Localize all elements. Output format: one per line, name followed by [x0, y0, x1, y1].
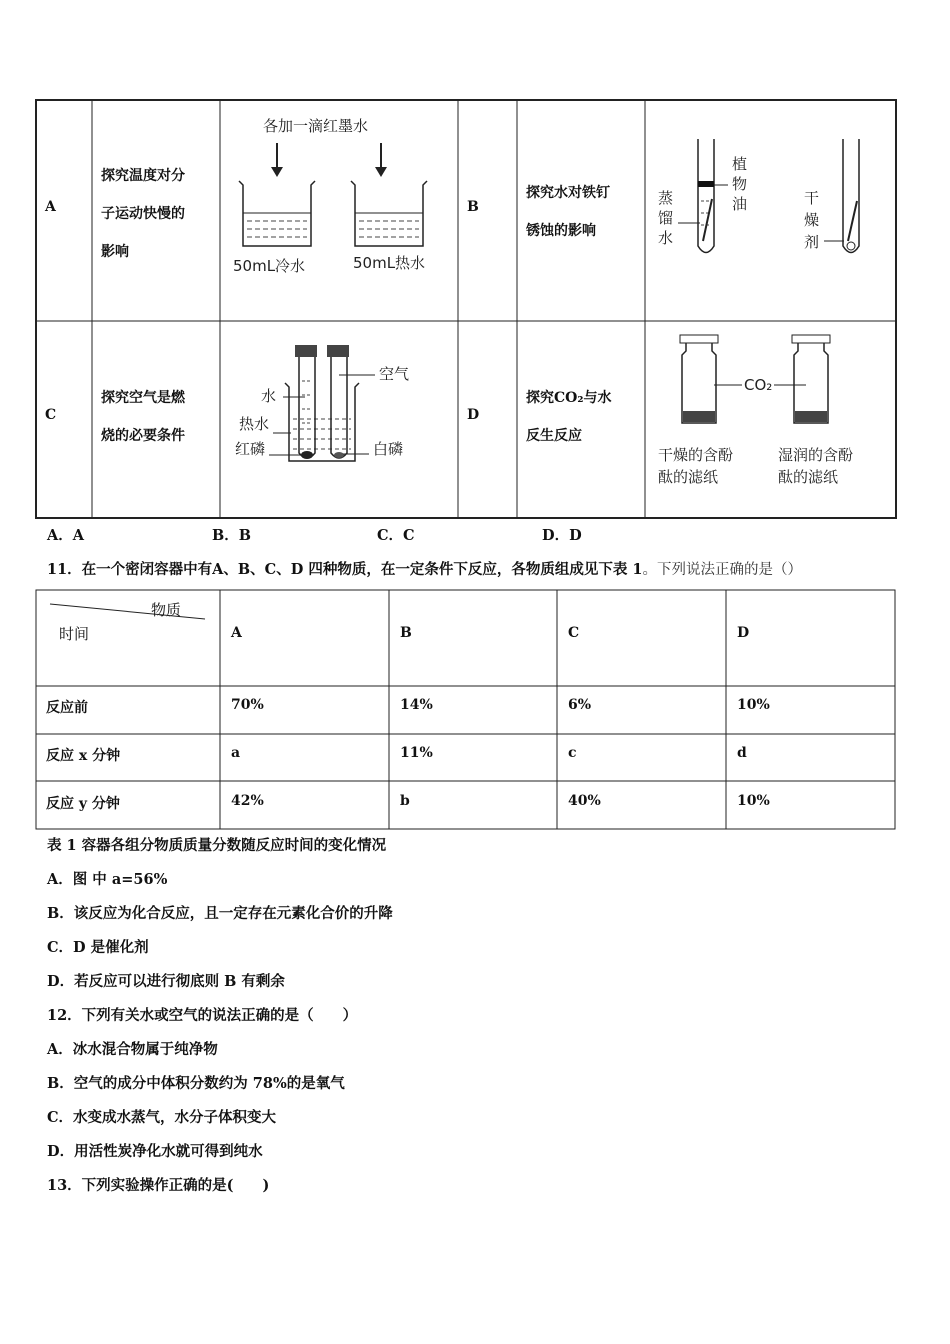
table-cell: a — [231, 745, 241, 761]
exp-b-oil-3: 油 — [732, 195, 748, 213]
table-cell: 40% — [568, 793, 601, 809]
col-header-a: A — [231, 625, 242, 641]
q11-table-caption: 表 1 容器各组分物质质量分数随反应时间的变化情况 — [47, 837, 387, 854]
test-tube-water — [698, 139, 714, 253]
exp-d-letter: D — [467, 407, 480, 423]
table-cell: 6% — [568, 697, 592, 713]
exp-c-figure — [221, 323, 457, 517]
exp-c-desc-line: 探究空气是燃 — [101, 390, 185, 406]
q11-option-a: A．图 中 a=56% — [47, 871, 168, 888]
exp-b-water-2: 馏 — [658, 209, 674, 227]
exp-d-left-line-2: 酞的滤纸 — [658, 468, 719, 486]
test-tube-air — [327, 345, 349, 458]
exp-a-letter: A — [45, 199, 56, 215]
exp-d-right-line-2: 酞的滤纸 — [778, 468, 839, 486]
exp-c-white-p-label: 白磷 — [373, 440, 404, 458]
table-cell: 14% — [400, 697, 433, 713]
exp-d-description — [526, 379, 641, 455]
exp-b-desc-line: 锈蚀的影响 — [526, 223, 596, 239]
table-cell: c — [568, 745, 577, 761]
table-cell: b — [400, 793, 410, 809]
exp-b-oil-1: 植 — [732, 155, 748, 173]
q11-stem-bold: 11．在一个密闭容器中有A、B、C、D 四种物质，在一定条件下反应，各物质组成见下表 1 — [47, 561, 643, 578]
exp-b-oil-2: 物 — [732, 175, 748, 193]
q11-stem — [47, 558, 802, 579]
exp-b-water-3: 水 — [658, 229, 674, 247]
q12-option-b: B．空气的成分中体积分数约为 78%的是氧气 — [47, 1075, 345, 1092]
experiment-table — [35, 99, 897, 519]
table-cell: 11% — [400, 745, 433, 761]
q10-option-c: C．C — [377, 527, 415, 544]
q10-option-d: D．D — [542, 527, 582, 544]
exp-a-right-label: 50mL热水 — [353, 254, 426, 272]
exp-d-desc-line: 反生反应 — [526, 428, 582, 444]
exp-c-description — [101, 379, 216, 455]
exp-b-dry-1: 干 — [804, 189, 820, 207]
exp-a-left-label: 50mL冷水 — [233, 257, 306, 275]
q11-option-b: B．该反应为化合反应，且一定存在元素化合价的升降 — [47, 905, 393, 922]
table-cell: d — [737, 745, 747, 761]
header-corner-top: 物质 — [151, 601, 182, 619]
exp-a-figure — [221, 101, 457, 319]
q10-option-a: A．A — [47, 527, 85, 544]
q12-stem: 12．下列有关水或空气的说法正确的是（ ） — [47, 1007, 358, 1024]
exp-d-right-line-1: 湿润的含酚 — [778, 446, 854, 464]
exp-a-desc-line: 子运动快慢的 — [101, 206, 185, 222]
q10-option-b: B．B — [212, 527, 252, 544]
table-cell: 70% — [231, 697, 264, 713]
exp-c-water-label: 水 — [261, 387, 277, 405]
exp-c-air-label: 空气 — [379, 365, 410, 383]
q11-data-table — [35, 589, 897, 831]
exp-d-co2-label: CO₂ — [744, 376, 773, 394]
arrow-right-head — [375, 167, 387, 177]
header-corner-bottom: 时间 — [59, 625, 90, 643]
exp-d-desc-line: 探究CO₂与水 — [526, 390, 612, 406]
exp-b-description — [526, 174, 641, 250]
exp-d-figure — [646, 323, 894, 517]
exp-b-figure — [646, 101, 894, 319]
test-tube-dry — [843, 139, 859, 253]
header-diagonal — [50, 604, 205, 619]
q12-option-c: C．水变成水蒸气，水分子体积变大 — [47, 1109, 277, 1126]
exp-a-top-label: 各加一滴红墨水 — [263, 117, 369, 135]
q11-stem-rest: 。下列说法正确的是（） — [642, 562, 802, 578]
bottle-left — [680, 335, 718, 423]
table-cell: 42% — [231, 793, 264, 809]
q11-option-c: C．D 是催化剂 — [47, 939, 149, 956]
exp-a-desc-line: 影响 — [101, 244, 129, 260]
col-header-d: D — [737, 625, 750, 641]
exp-c-red-p-label: 红磷 — [235, 440, 266, 458]
exp-b-letter: B — [467, 199, 479, 215]
q12-option-d: D．用活性炭净化水就可得到纯水 — [47, 1143, 263, 1160]
exp-d-left-line-1: 干燥的含酚 — [658, 446, 734, 464]
exp-a-description — [101, 157, 216, 271]
col-header-c: C — [568, 625, 580, 641]
q13-stem: 13．下列实验操作正确的是( ) — [47, 1177, 270, 1194]
table-cell: 10% — [737, 697, 770, 713]
exp-b-dry-2: 燥 — [804, 211, 820, 229]
exp-b-dry-3: 剂 — [804, 233, 820, 251]
table-cell: 10% — [737, 793, 770, 809]
exp-b-desc-line: 探究水对铁钉 — [526, 185, 610, 201]
beaker-right — [351, 181, 427, 246]
beaker-hot-water — [285, 383, 359, 461]
q12-option-a: A．冰水混合物属于纯净物 — [47, 1041, 218, 1058]
row-label: 反应 y 分钟 — [46, 796, 120, 812]
col-header-b: B — [400, 625, 412, 641]
row-label: 反应前 — [46, 700, 88, 716]
beaker-left — [239, 181, 315, 246]
bottle-right — [792, 335, 830, 423]
q11-option-d: D．若反应可以进行彻底则 B 有剩余 — [47, 973, 285, 990]
exp-c-letter: C — [45, 407, 57, 423]
arrow-left-head — [271, 167, 283, 177]
exp-b-water-1: 蒸 — [658, 189, 674, 207]
test-tube-water-c — [295, 345, 317, 459]
row-label: 反应 x 分钟 — [46, 748, 121, 764]
exp-c-desc-line: 烧的必要条件 — [101, 428, 185, 444]
exp-a-desc-line: 探究温度对分 — [101, 168, 185, 184]
exp-c-hot-water-label: 热水 — [239, 415, 270, 433]
